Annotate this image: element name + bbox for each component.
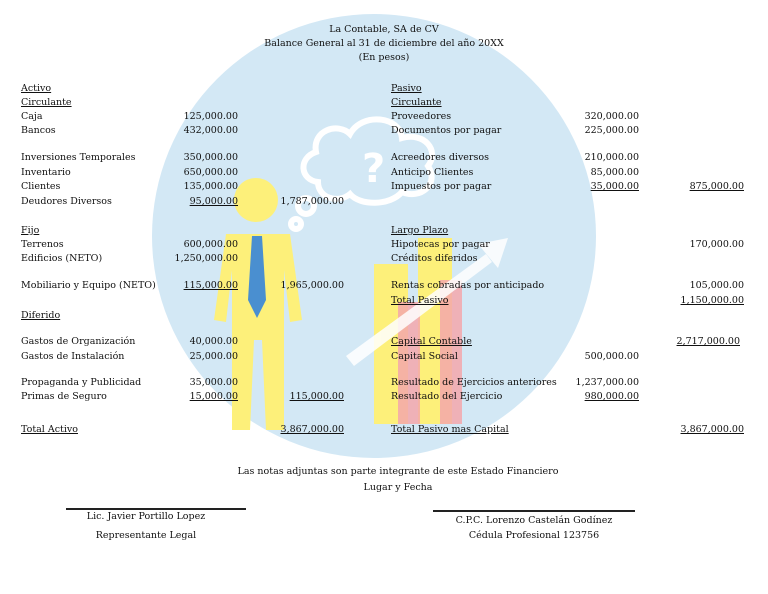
signature-line-left [66, 508, 246, 510]
notes-line: Las notas adjuntas son parte integrante de este Estado Financiero [237, 466, 559, 477]
capital-contable-total: 2,717,000.00 [676, 336, 740, 347]
capital-item-label: Resultado de Ejercicios anteriores [391, 377, 557, 388]
total-activo-amount: 3,867,000.00 [280, 424, 344, 435]
total-pasivo-capital-amount: 3,867,000.00 [680, 424, 744, 435]
signature-line-right [433, 510, 635, 512]
activo-item-amount: 432,000.00 [183, 125, 238, 136]
activo-circulante-heading: Circulante [21, 97, 72, 108]
capital-item-label: Capital Social [391, 351, 458, 362]
activo-item-amount: 40,000.00 [189, 336, 238, 347]
activo-item-amount: 600,000.00 [183, 239, 238, 250]
pasivo-item-amount: 105,000.00 [689, 280, 744, 291]
activo-item-amount: 115,000.00 [183, 280, 238, 291]
capital-contable-heading: Capital Contable [391, 336, 472, 347]
signer-right-name: C.P.C. Lorenzo Castelán Godínez [455, 515, 613, 526]
activo-item-amount: 25,000.00 [189, 351, 238, 362]
pasivo-item-label: Documentos por pagar [391, 125, 502, 136]
pasivo-item-amount: 35,000.00 [590, 181, 639, 192]
pasivo-item-label: Anticipo Clientes [391, 167, 474, 178]
activo-item-amount: 1,250,000.00 [174, 253, 238, 264]
activo-diferido-heading: Diferido [21, 310, 61, 321]
pasivo-largo-plazo-heading: Largo Plazo [391, 225, 449, 236]
pasivo-item-amount: 170,000.00 [689, 239, 744, 250]
activo-item-label: Gastos de Instalación [21, 351, 125, 362]
total-activo-label: Total Activo [21, 424, 78, 435]
signer-left-role: Representante Legal [95, 530, 197, 541]
capital-item-amount: 1,237,000.00 [575, 377, 639, 388]
activo-item-amount: 15,000.00 [189, 391, 238, 402]
pasivo-circulante-heading: Circulante [391, 97, 442, 108]
capital-item-label: Resultado del Ejercicio [391, 391, 503, 402]
pasivo-item-label: Rentas cobradas por anticipado [391, 280, 545, 291]
activo-item-amount: 650,000.00 [183, 167, 238, 178]
activo-item-label: Gastos de Organización [21, 336, 136, 347]
pasivo-item-label: Créditos diferidos [391, 253, 478, 264]
activo-item-amount: 135,000.00 [183, 181, 238, 192]
pasivo-item-amount: 85,000.00 [590, 167, 639, 178]
activo-circulante-total: 1,787,000.00 [280, 196, 344, 207]
activo-item-label: Inversiones Temporales [21, 152, 136, 163]
activo-item-label: Inventario [21, 167, 71, 178]
pasivo-item-amount: 320,000.00 [584, 111, 639, 122]
company-name: La Contable, SA de CV [329, 24, 439, 35]
pasivo-item-label: Acreedores diversos [391, 152, 489, 163]
activo-heading: Activo [21, 83, 52, 94]
capital-item-amount: 500,000.00 [584, 351, 639, 362]
pasivo-item-amount: 225,000.00 [584, 125, 639, 136]
activo-item-amount: 125,000.00 [183, 111, 238, 122]
activo-item-label: Terrenos [21, 239, 64, 250]
activo-fijo-heading: Fijo [21, 225, 40, 236]
activo-item-amount: 95,000.00 [189, 196, 238, 207]
activo-item-label: Bancos [21, 125, 56, 136]
activo-item-label: Mobiliario y Equipo (NETO) [21, 280, 156, 291]
activo-item-label: Edificios (NETO) [21, 253, 103, 264]
total-pasivo-amount: 1,150,000.00 [680, 295, 744, 306]
pasivo-circulante-total: 875,000.00 [689, 181, 744, 192]
activo-item-label: Propaganda y Publicidad [21, 377, 142, 388]
place-date-line: Lugar y Fecha [363, 482, 433, 493]
statement-title: Balance General al 31 de diciembre del año 20XX [264, 38, 504, 49]
activo-diferido-total: 115,000.00 [289, 391, 344, 402]
capital-item-amount: 980,000.00 [584, 391, 639, 402]
activo-item-label: Caja [21, 111, 43, 122]
activo-item-label: Deudores Diversos [21, 196, 112, 207]
thought-question-icon: ? [362, 146, 386, 192]
pasivo-item-label: Impuestos por pagar [391, 181, 492, 192]
statement-units: (En pesos) [358, 52, 410, 63]
signer-left-name: Lic. Javier Portillo Lopez [86, 511, 206, 522]
pasivo-item-label: Hipotecas por pagar [391, 239, 490, 250]
activo-item-label: Clientes [21, 181, 61, 192]
activo-item-amount: 35,000.00 [189, 377, 238, 388]
total-pasivo-label: Total Pasivo [391, 295, 449, 306]
activo-fijo-total: 1,965,000.00 [280, 280, 344, 291]
total-pasivo-capital-label: Total Pasivo mas Capital [391, 424, 509, 435]
pasivo-heading: Pasivo [391, 83, 422, 94]
pasivo-item-label: Proveedores [391, 111, 452, 122]
activo-item-amount: 350,000.00 [183, 152, 238, 163]
signer-right-role: Cédula Profesional 123756 [468, 530, 600, 541]
activo-item-label: Primas de Seguro [21, 391, 107, 402]
pasivo-item-amount: 210,000.00 [584, 152, 639, 163]
